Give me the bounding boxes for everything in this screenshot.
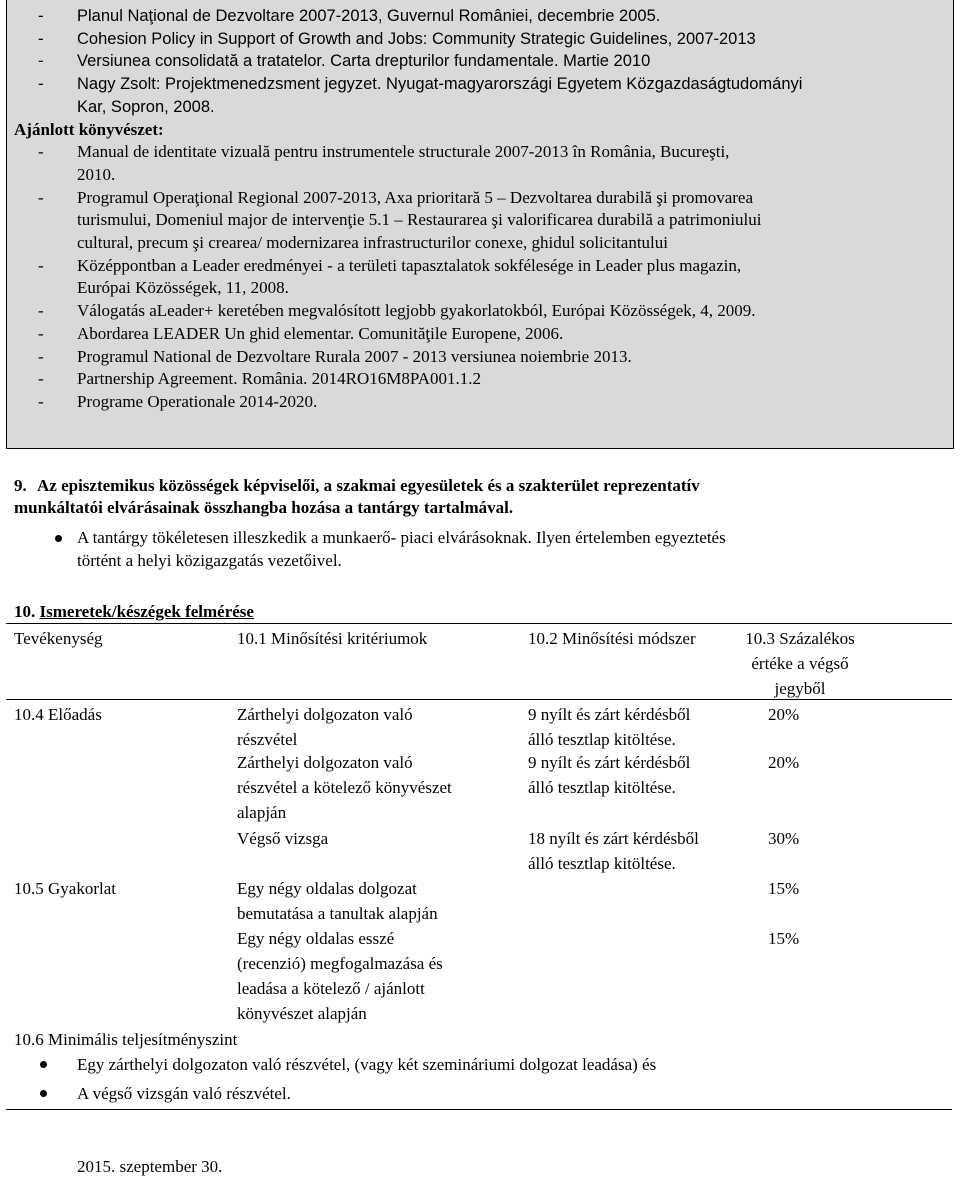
criteria-text: Végső vizsga (237, 829, 329, 848)
reference-dash: - (38, 301, 44, 321)
section-10-title-text: Ismeretek/készégek felmérése (39, 602, 254, 621)
reference-dash: - (38, 391, 44, 411)
table-header: Tevékenység (14, 629, 103, 648)
criteria-text: leadása a kötelező / ajánlott (237, 979, 425, 998)
reference-dash: - (38, 346, 44, 366)
method-text: 18 nyílt és zárt kérdésből (528, 829, 699, 848)
reference-text: Kar, Sopron, 2008. (77, 97, 215, 116)
reference-text: Abordarea LEADER Un ghid elementar. Comunităţile Europene, 2006. (77, 323, 564, 343)
activity-label: 10.4 Előadás (14, 705, 102, 724)
reference-text: Programe Operationale 2014-2020. (77, 391, 318, 411)
reference-text: Európai Közösségek, 11, 2008. (77, 278, 289, 298)
reference-dash: - (38, 74, 44, 94)
recommended-heading: Ajánlott könyvészet: (14, 119, 164, 139)
criteria-text: részvétel a kötelező könyvészet (237, 778, 452, 797)
reference-text: Planul Naţional de Dezvoltare 2007-2013, Guvernul României, decembrie 2005. (77, 7, 661, 25)
reference-text: 2010. (77, 164, 116, 184)
reference-text: Versiunea consolidată a tratatelor. Carta drepturilor fundamentale. Martie 2010 (77, 52, 651, 71)
reference-text: Programul Operaţional Regional 2007-2013, Axa prioritară 5 – Dezvoltarea durabilă şi promovarea (77, 187, 754, 207)
table-header: 10.1 Minősítési kritériumok (237, 629, 428, 648)
criteria-text: alapján (237, 803, 287, 822)
reference-dash: - (38, 6, 44, 25)
reference-dash: - (38, 323, 44, 343)
method-text: álló tesztlap kitöltése. (528, 778, 676, 797)
reference-dash: - (38, 51, 44, 71)
percent-value: 30% (768, 829, 800, 848)
reference-text: Válogatás aLeader+ keretében megvalósított legjobb gyakorlatokból, Európai Közösségek, 4, 2009. (77, 301, 756, 321)
section-9-number: 9. (14, 476, 27, 495)
criteria-text: Zárthelyi dolgozaton való (237, 705, 413, 724)
bullet-icon (55, 535, 62, 542)
reference-text: turismului, Domeniul major de intervenţie 5.1 – Restaurarea şi valorificarea durabilă a patrimoniului (77, 210, 762, 230)
reference-text: Programul National de Dezvoltare Rurala 2007 - 2013 versiunea noiembrie 2013. (77, 346, 632, 366)
minimum-item: A végső vizsgán való részvétel. (77, 1084, 291, 1103)
bullet-icon (40, 1090, 47, 1097)
section-9-bullet-text: történt a helyi közigazgatás vezetőivel. (77, 551, 342, 570)
table-header: 10.3 Százalékos (745, 629, 855, 648)
table-header: 10.2 Minősítési módszer (528, 629, 696, 648)
reference-dash: - (38, 255, 44, 275)
percent-value: 15% (768, 879, 800, 898)
criteria-text: Egy négy oldalas esszé (237, 929, 395, 948)
method-text: álló tesztlap kitöltése. (528, 730, 676, 749)
section-9-bullet-text: A tantárgy tökéletesen illeszkedik a munkaerő- piaci elvárásoknak. Ilyen értelemben egyeztetés (77, 528, 726, 547)
percent-value: 15% (768, 929, 800, 948)
reference-text: Nagy Zsolt: Projektmenedzsment jegyzet. Nyugat-magyarországi Egyetem Közgazdaságtudományi (77, 75, 803, 94)
reference-text: Manual de identitate vizuală pentru instrumentele structurale 2007-2013 în România, Bucureşti, (77, 142, 730, 162)
table-header: jegyből (774, 679, 826, 698)
table-header-border (6, 699, 952, 700)
method-text: álló tesztlap kitöltése. (528, 854, 676, 873)
minimum-item: Egy zárthelyi dolgozaton való részvétel, (vagy két szemináriumi dolgozat leadása) és (77, 1055, 657, 1074)
reference-text: Partnership Agreement. România. 2014RO16M8PA001.1.2 (77, 369, 482, 389)
reference-dash: - (38, 28, 44, 48)
reference-text: cultural, precum şi crearea/ modernizarea infrastructurilor conexe, ghidul solicitantului (77, 233, 668, 252)
section-9-title: Az episztemikus közösségek képviselői, a szakmai egyesületek és a szakterület reprezentatív (37, 476, 700, 495)
criteria-text: részvétel (237, 730, 298, 749)
minimum-title: 10.6 Minimális teljesítményszint (14, 1030, 238, 1049)
percent-value: 20% (768, 753, 800, 772)
section-9-title: munkáltatói elvárásainak összhangba hozása a tantárgy tartalmával. (14, 498, 514, 517)
reference-dash: - (38, 187, 44, 207)
method-text: 9 nyílt és zárt kérdésből (528, 705, 691, 724)
reference-text: Cohesion Policy in Support of Growth and Jobs: Community Strategic Guidelines, 2007-2013 (77, 29, 756, 48)
criteria-text: bemutatása a tanultak alapján (237, 904, 438, 923)
method-text: 9 nyílt és zárt kérdésből (528, 753, 691, 772)
criteria-text: Egy négy oldalas dolgozat (237, 879, 417, 898)
table-top-border (6, 623, 952, 624)
table-bottom-border (6, 1109, 952, 1110)
reference-dash: - (38, 369, 44, 389)
section-10-number: 10. (14, 602, 40, 621)
bullet-icon (40, 1061, 47, 1068)
criteria-text: (recenzió) megfogalmazása és (237, 954, 443, 973)
document-date: 2015. szeptember 30. (77, 1157, 223, 1176)
criteria-text: Zárthelyi dolgozaton való (237, 753, 413, 772)
reference-dash: - (38, 142, 44, 162)
percent-value: 20% (768, 705, 800, 724)
criteria-text: könyvészet alapján (237, 1004, 367, 1023)
reference-text: Középpontban a Leader eredményei - a területi tapasztalatok sokfélesége in Leader plus magazin, (77, 255, 742, 275)
activity-label: 10.5 Gyakorlat (14, 879, 116, 898)
section-10-title (14, 601, 254, 623)
table-header: értéke a végső (751, 654, 849, 673)
